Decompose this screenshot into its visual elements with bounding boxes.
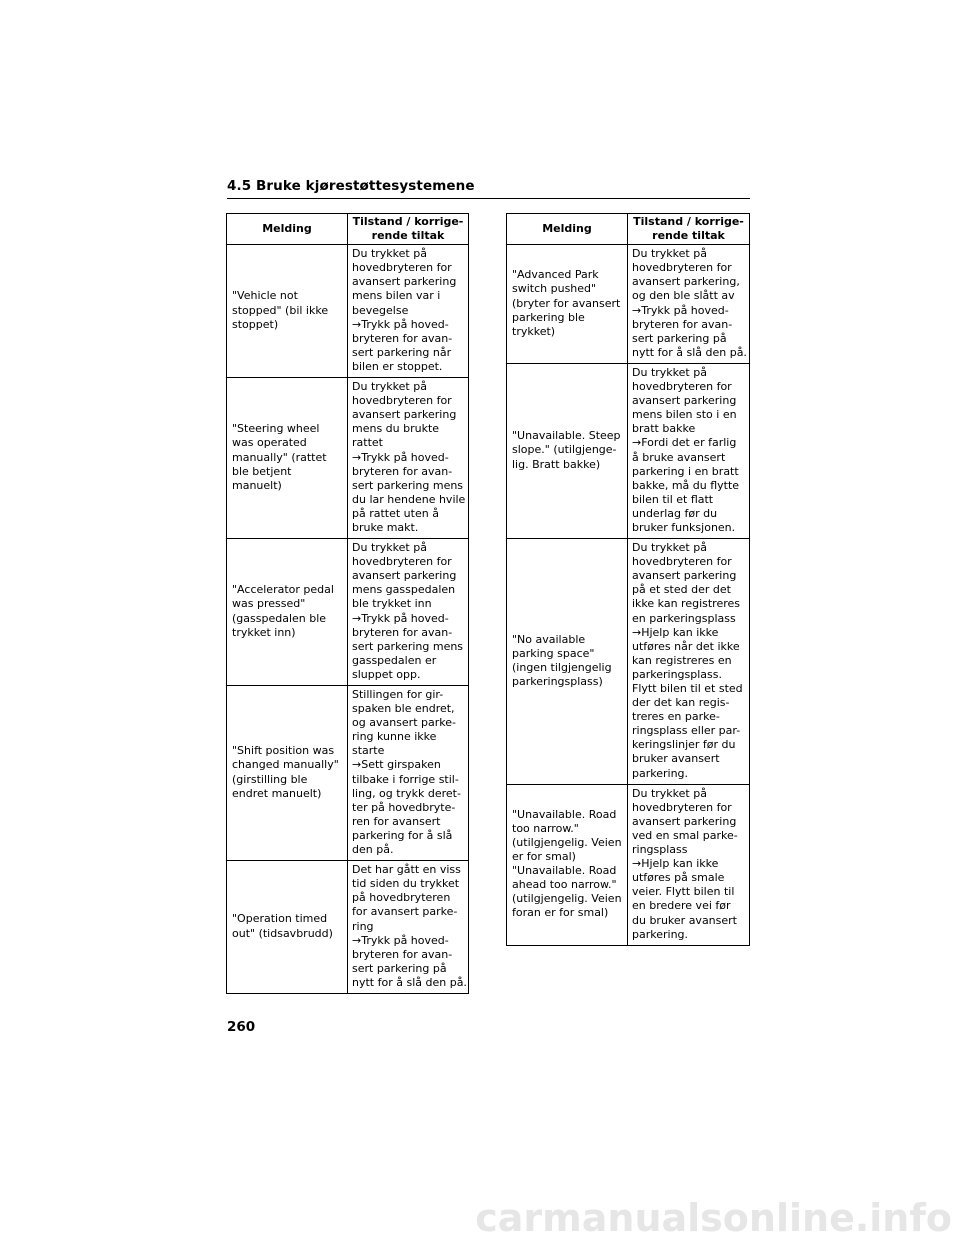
action-line: ren for avansert (352, 814, 441, 828)
action-line: ling, og trykk deret- (352, 786, 461, 800)
action-line: ble trykket inn (352, 597, 432, 611)
action-line: sert parkering mens (352, 639, 464, 653)
action-line: avansert parkering (632, 394, 737, 408)
action-line: hovedbryteren for (352, 261, 452, 275)
action-line: på et sted der det (632, 583, 731, 597)
action-line: bevegelse (352, 303, 409, 317)
action-line: starte (352, 744, 385, 758)
action-line: hovedbryteren for (632, 380, 732, 394)
action-line: bratt bakke (632, 422, 696, 436)
action-line: der det kan regis- (632, 696, 730, 710)
action-line: →Trykk på hoved- (352, 933, 449, 947)
message-cell: "Operation timed out" (tidsavbrudd) (227, 861, 348, 994)
action-line: hovedbryteren for (352, 555, 452, 569)
action-line: hovedbryteren for (352, 394, 452, 408)
action-line: treres en parke- (632, 710, 720, 724)
action-line: bilen til et flatt (632, 492, 714, 506)
action-line: keringslinjer før du (632, 738, 736, 752)
table-row (507, 363, 750, 538)
action-cell (348, 378, 469, 539)
action-line: Stillingen for gir- (352, 688, 444, 701)
action-line: mens du brukte (352, 422, 440, 436)
table-row (507, 245, 750, 364)
header-melding: Melding (227, 214, 348, 245)
header-line: Tilstand / korrige- (352, 215, 464, 228)
action-line: tilbake i forrige stil- (352, 772, 459, 786)
action-line: parkering. (632, 927, 689, 941)
action-line: parkeringsplass. (632, 667, 722, 681)
action-line: Det har gått en viss (352, 863, 461, 877)
action-line: avansert parkering (352, 275, 457, 289)
action-line: tid siden du trykket (352, 877, 460, 891)
action-line: bruker funksjonen. (632, 520, 736, 534)
action-line: bruke makt. (352, 520, 419, 534)
table-header-row (507, 214, 750, 245)
action-line: på rattet uten å (352, 506, 439, 520)
action-line: Du trykket på (632, 365, 707, 379)
action-line: hovedbryteren for (632, 261, 732, 275)
action-line: du lar hendene hvile (352, 492, 466, 506)
action-line: sert parkering på (632, 331, 727, 345)
message-cell: "Vehicle not stopped" (bil ikke stoppet) (227, 245, 348, 378)
header-tilstand (628, 214, 750, 245)
action-line: avansert parkering (632, 814, 737, 828)
action-line: ikke kan registreres (632, 597, 741, 611)
action-line: mens gasspedalen (352, 583, 456, 597)
action-line: ring (352, 919, 374, 933)
action-cell (628, 245, 750, 364)
action-cell (348, 245, 469, 378)
page-number: 260 (227, 1019, 256, 1035)
table-row (227, 861, 469, 994)
action-line: bryteren for avan- (352, 947, 453, 961)
action-line: den på. (352, 843, 394, 857)
action-line: nytt for å slå den på. (352, 975, 467, 989)
action-line: avansert parkering (632, 569, 737, 583)
action-line: avansert parkering (352, 569, 457, 583)
action-line: ved en smal parke- (632, 828, 738, 842)
action-line: ringsplass (632, 843, 688, 857)
action-line: spaken ble endret, (352, 702, 455, 716)
action-line: ter på hovedbryte- (352, 800, 456, 814)
action-line: nytt for å slå den på. (632, 345, 747, 359)
action-line: parkering i en bratt (632, 464, 739, 478)
message-cell: "Unavailable. Steep slope." (utilgjenge-lig. Bratt bakke) (507, 363, 628, 538)
table-row (227, 378, 469, 539)
message-table-right (506, 213, 750, 946)
action-line: →Trykk på hoved- (352, 611, 449, 625)
action-line: rattet (352, 436, 383, 450)
action-line: avansert parkering (352, 408, 457, 422)
action-line: Du trykket på (352, 380, 427, 394)
action-line: utføres når det ikke (632, 639, 740, 653)
action-line: en parkeringsplass (632, 611, 736, 625)
action-line: Flytt bilen til et sted (632, 682, 743, 695)
table-row (227, 539, 469, 686)
action-line: Du trykket på (632, 786, 707, 800)
table-row (507, 784, 750, 945)
action-line: parkering. (632, 766, 689, 780)
action-line: hovedbryteren for (632, 555, 732, 569)
action-line: avansert parkering, (632, 275, 740, 289)
action-line: →Trykk på hoved- (632, 303, 729, 317)
action-line: Du trykket på (632, 247, 707, 261)
action-line: sert parkering mens (352, 478, 464, 492)
action-line: underlag før du (632, 506, 718, 520)
action-line: hovedbryteren for (632, 800, 732, 814)
action-line: →Hjelp kan ikke (632, 625, 719, 639)
action-line: utføres på smale (632, 871, 725, 885)
action-line: sert parkering på (352, 961, 447, 975)
action-cell (628, 784, 750, 945)
action-line: ring kunne ikke (352, 730, 437, 744)
message-cell: "No available parking space" (ingen tilgjengelig parkeringsplass) (507, 539, 628, 785)
header-tilstand (348, 214, 469, 245)
action-line: ringsplass eller par- (632, 724, 741, 738)
action-line: mens bilen sto i en (632, 408, 737, 422)
action-line: bryteren for avan- (632, 317, 733, 331)
action-line: Du trykket på (352, 247, 427, 261)
action-line: for avansert parke- (352, 905, 458, 919)
section-title: 4.5 Bruke kjørestøttesystemene (227, 178, 750, 199)
action-line: Du trykket på (632, 541, 707, 555)
action-line: →Sett girspaken (352, 758, 441, 772)
action-line: →Hjelp kan ikke (632, 857, 719, 871)
action-line: →Trykk på hoved- (352, 450, 449, 464)
table-header-row (227, 214, 469, 245)
action-line: bryteren for avan- (352, 625, 453, 639)
header-melding: Melding (507, 214, 628, 245)
action-cell (628, 539, 750, 785)
message-table-left (226, 213, 469, 994)
action-line: →Fordi det er farlig (632, 436, 737, 450)
table-row (227, 686, 469, 861)
action-line: en bredere vei før (632, 899, 731, 913)
action-line: bryteren for avan- (352, 464, 453, 478)
action-line: å bruke avansert (632, 450, 726, 464)
watermark-logo: carmanualsonline.info (475, 1196, 952, 1240)
message-cell: "Advanced Park switch pushed" (bryter for avansert parkering ble trykket) (507, 245, 628, 364)
action-line: bruker avansert (632, 752, 720, 766)
action-line: sluppet opp. (352, 667, 421, 681)
action-line: bilen er stoppet. (352, 359, 443, 373)
message-cell: "Accelerator pedal was pressed" (gasspedalen ble trykket inn) (227, 539, 348, 686)
message-cell: "Shift position was changed manually" (girstilling ble endret manuelt) (227, 686, 348, 861)
action-line: Du trykket på (352, 541, 427, 555)
header-line: Tilstand / korrige- (633, 215, 744, 228)
action-line: mens bilen var i (352, 289, 441, 303)
action-line: bryteren for avan- (352, 331, 453, 345)
action-line: →Trykk på hoved- (352, 317, 449, 331)
table-row (227, 245, 469, 378)
action-cell (628, 363, 750, 538)
action-line: bakke, må du flytte (632, 478, 740, 492)
message-cell: "Steering wheel was operated manually" (rattet ble betjent manuelt) (227, 378, 348, 539)
action-line: på hovedbryteren (352, 891, 451, 905)
header-line: rende tiltak (371, 229, 445, 243)
action-line: du bruker avansert (632, 913, 737, 927)
message-cell: "Unavailable. Road too narrow." (utilgjengelig. Veien er for smal) "Unavailable. Road ahead too narrow." (utilgjengelig. Veien foran er for smal) (507, 784, 628, 945)
action-line: gasspedalen er (352, 653, 437, 667)
action-line: sert parkering når (352, 345, 452, 359)
action-cell (348, 686, 469, 861)
table-row (507, 539, 750, 785)
action-line: og avansert parke- (352, 716, 456, 730)
header-line: rende tiltak (652, 229, 725, 243)
action-line: og den ble slått av (632, 289, 735, 303)
action-cell (348, 861, 469, 994)
action-line: kan registreres en (632, 653, 732, 667)
action-line: veier. Flytt bilen til (632, 885, 735, 899)
action-line: parkering for å slå (352, 828, 453, 842)
action-cell (348, 539, 469, 686)
